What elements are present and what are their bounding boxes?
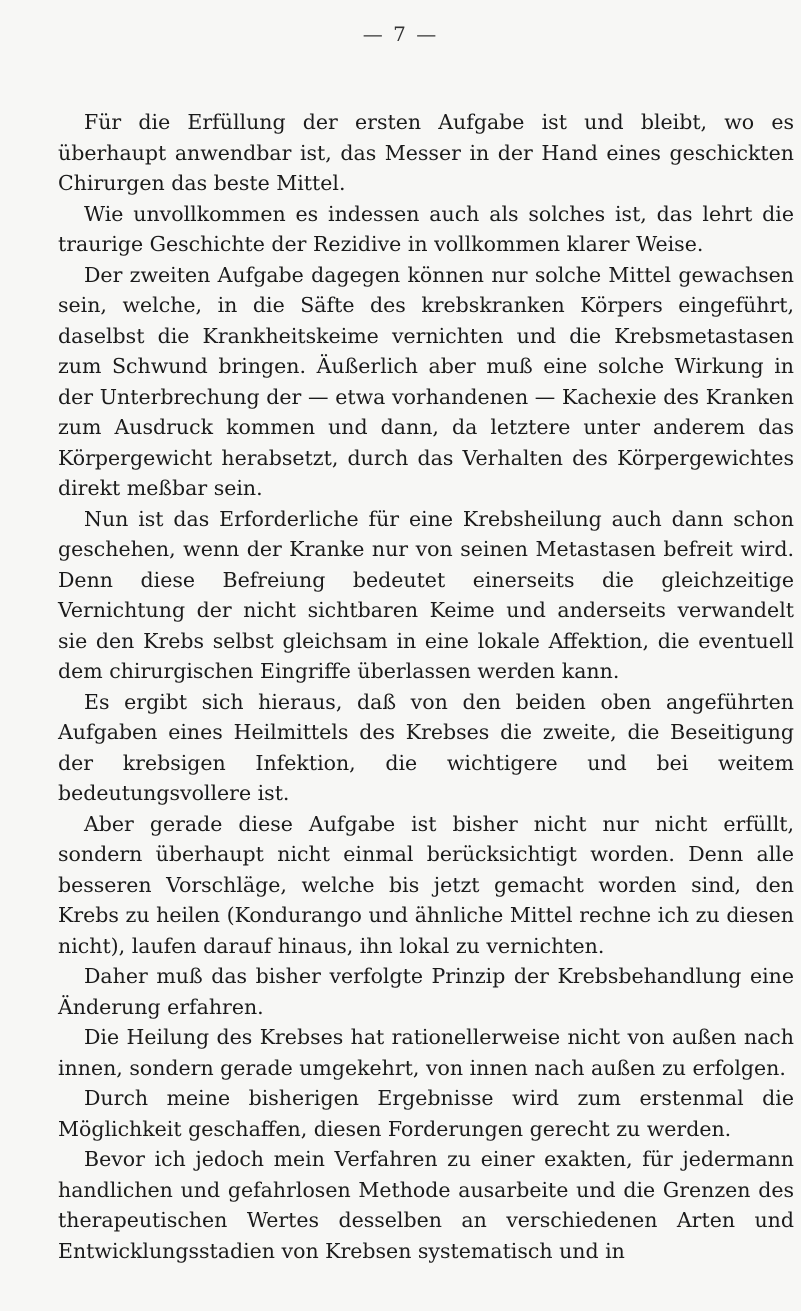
paragraph-6: Aber gerade diese Aufgabe ist bisher nicht nur nicht erfüllt, sondern überhaupt nicht einmal berücksichtigt worden. Denn alle besseren Vorschläge, welche bis jetzt gemacht worden sind, den Krebs zu heilen (Kondurango und ähnliche Mittel rechne ich zu diesen nicht), laufen darauf hinaus, ihn lokal zu vernichten. (58, 811, 794, 958)
paragraph-7: Daher muß das bisher verfolgte Prinzip der Krebsbehandlung eine Änderung erfahren. (58, 964, 794, 1019)
paragraph-9: Durch meine bisherigen Ergebnisse wird zum erstenmal die Möglichkeit geschaffen, diesen Forderungen gerecht zu werden. (58, 1086, 794, 1141)
paragraph-2: Wie unvollkommen es indessen auch als solches ist, das lehrt die traurige Geschichte der Rezidive in vollkommen klarer Weise. (58, 201, 794, 256)
page-number: — 7 — (362, 22, 439, 46)
page-body (58, 107, 794, 1266)
paragraph-1: Für die Erfüllung der ersten Aufgabe ist und bleibt, wo es überhaupt anwendbar ist, das Messer in der Hand eines geschickten Chirurgen das beste Mittel. (58, 110, 794, 195)
paragraph-8: Die Heilung des Krebses hat rationellerweise nicht von außen nach innen, sondern gerade umgekehrt, von innen nach außen zu erfolgen. (58, 1025, 794, 1080)
paragraph-3: Der zweiten Aufgabe dagegen können nur solche Mittel gewachsen sein, welche, in die Säfte des krebskranken Körpers eingeführt, daselbst die Krankheitskeime vernichten und die Krebsmetastasen zum Schwund bringen. Äußerlich aber muß eine solche Wirkung in der Unterbrechung der — etwa vorhandenen — Kachexie des Kranken zum Ausdruck kommen und dann, da letztere unter anderem das Körpergewicht herabsetzt, durch das Verhalten des Körpergewichtes direkt meßbar sein. (58, 262, 794, 500)
paragraph-4: Nun ist das Erforderliche für eine Krebsheilung auch dann schon geschehen, wenn der Kranke nur von seinen Metastasen befreit wird. Denn diese Befreiung bedeutet einerseits die gleichzeitige Vernichtung der nicht sichtbaren Keime und anderseits verwandelt sie den Krebs selbst gleichsam in eine lokale Affektion, die eventuell dem chirurgischen Eingriffe überlassen werden kann. (58, 506, 794, 683)
paragraph-5: Es ergibt sich hieraus, daß von den beiden oben angeführten Aufgaben eines Heilmittels des Krebses die zweite, die Beseitigung der krebsigen Infektion, die wichtigere und bei weitem bedeutungsvollere ist. (58, 689, 794, 805)
paragraph-10: Bevor ich jedoch mein Verfahren zu einer exakten, für jedermann handlichen und gefahrlosen Methode ausarbeite und die Grenzen des therapeutischen Wertes desselben an verschiedenen Arten und Entwicklungsstadien von Krebsen systematisch und in (58, 1147, 794, 1263)
